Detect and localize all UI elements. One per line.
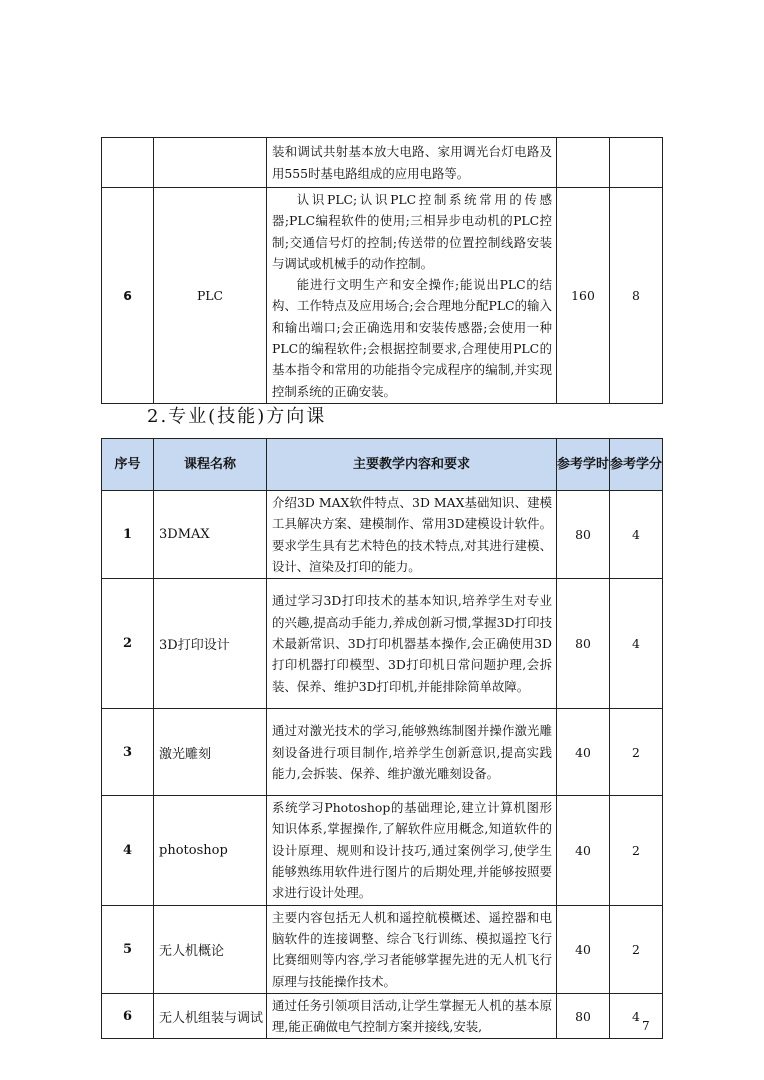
reference-hours: 40	[557, 796, 610, 905]
section-heading: 2.专业(技能)方向课	[147, 406, 327, 427]
table-row	[102, 138, 663, 188]
course-content: 通过对激光技术的学习,能够熟练制图并操作激光雕刻设备进行项目制作,培养学生创新意识,提高实践能力,会拆装、保养、维护激光雕刻设备。	[267, 709, 557, 796]
table-row	[102, 579, 663, 709]
reference-hours	[557, 138, 610, 188]
header-course-name: 课程名称	[154, 439, 267, 491]
content-paragraph: 能进行文明生产和安全操作;能说出PLC的结构、工作特点及应用场合;会合理地分配PLC的输入和输出端口;会正确选用和安装传感器;会使用一种PLC的编程软件;会根据控制要求,合理使用PLC的基本指令和常用的功能指令完成程序的编制,并实现控制系统的正确安装。	[272, 277, 552, 399]
reference-hours: 40	[557, 905, 610, 993]
row-number: 2	[102, 579, 154, 709]
header-hours: 参考学时	[557, 439, 610, 491]
reference-credits: 2	[610, 796, 663, 905]
direction-course-table	[101, 438, 663, 1039]
page-number: 7	[642, 1019, 650, 1033]
reference-credits: 4	[610, 579, 663, 709]
course-name	[154, 138, 267, 188]
reference-credits: 2	[610, 905, 663, 993]
content-paragraph: 装和调试共射基本放大电路、家用调光台灯电路及用555时基电路组成的应用电路等。	[272, 144, 552, 181]
row-number: 6	[102, 188, 154, 404]
row-number: 1	[102, 491, 154, 579]
header-credits: 参考学分	[610, 439, 663, 491]
row-number: 5	[102, 905, 154, 993]
reference-credits: 4	[610, 993, 663, 1039]
row-number	[102, 138, 154, 188]
reference-hours: 80	[557, 579, 610, 709]
table-row	[102, 905, 663, 993]
course-content	[267, 138, 557, 188]
course-content: 主要内容包括无人机和遥控航模概述、遥控器和电脑软件的连接调整、综合飞行训练、模拟遥控飞行比赛细则等内容,学习者能够掌握先进的无人机飞行原理与技能操作技术。	[267, 905, 557, 993]
course-content: 通过学习3D打印技术的基本知识,培养学生对专业的兴趣,提高动手能力,养成创新习惯,掌握3D打印技术最新常识、3D打印机器基本操作,会正确使用3D打印机器打印模型、3D打印机日常问题护理,会拆装、保养、维护3D打印机,并能排除简单故障。	[267, 579, 557, 709]
course-name: PLC	[154, 188, 267, 404]
reference-credits: 4	[610, 491, 663, 579]
course-content: 介绍3D MAX软件特点、3D MAX基础知识、建模工具解决方案、建模制作、常用3D建模设计软件。要求学生具有艺术特色的技术特点,对其进行建模、设计、渲染及打印的能力。	[267, 491, 557, 579]
course-name: 无人机组装与调试	[154, 993, 267, 1039]
row-number: 6	[102, 993, 154, 1039]
reference-credits	[610, 138, 663, 188]
course-content	[267, 188, 557, 404]
table-row	[102, 993, 663, 1039]
course-table-continued	[101, 137, 663, 404]
table-header-row	[102, 439, 663, 491]
table-row	[102, 188, 663, 404]
row-number: 3	[102, 709, 154, 796]
course-name: 3D打印设计	[154, 579, 267, 709]
table-row	[102, 796, 663, 905]
course-name: 3DMAX	[154, 491, 267, 579]
course-name: 无人机概论	[154, 905, 267, 993]
content-paragraph: 认识PLC;认识PLC控制系统常用的传感器;PLC编程软件的使用;三相异步电动机的PLC控制;交通信号灯的控制;传送带的位置控制线路安装与调试或机械手的动作控制。	[272, 192, 552, 271]
row-number: 4	[102, 796, 154, 905]
table-row	[102, 709, 663, 796]
reference-credits: 2	[610, 709, 663, 796]
course-content: 系统学习Photoshop的基础理论,建立计算机图形知识体系,掌握操作,了解软件应用概念,知道软件的设计原理、规则和设计技巧,通过案例学习,使学生能够熟练用软件进行图片的后期处理,并能够按照要求进行设计处理。	[267, 796, 557, 905]
reference-hours: 40	[557, 709, 610, 796]
course-name: photoshop	[154, 796, 267, 905]
course-name: 激光雕刻	[154, 709, 267, 796]
reference-hours: 80	[557, 491, 610, 579]
table-row	[102, 491, 663, 579]
reference-hours: 80	[557, 993, 610, 1039]
header-number: 序号	[102, 439, 154, 491]
course-content: 通过任务引领项目活动,让学生掌握无人机的基本原理,能正确做电气控制方案并接线,安装,	[267, 993, 557, 1039]
reference-credits: 8	[610, 188, 663, 404]
reference-hours: 160	[557, 188, 610, 404]
header-content: 主要教学内容和要求	[267, 439, 557, 491]
